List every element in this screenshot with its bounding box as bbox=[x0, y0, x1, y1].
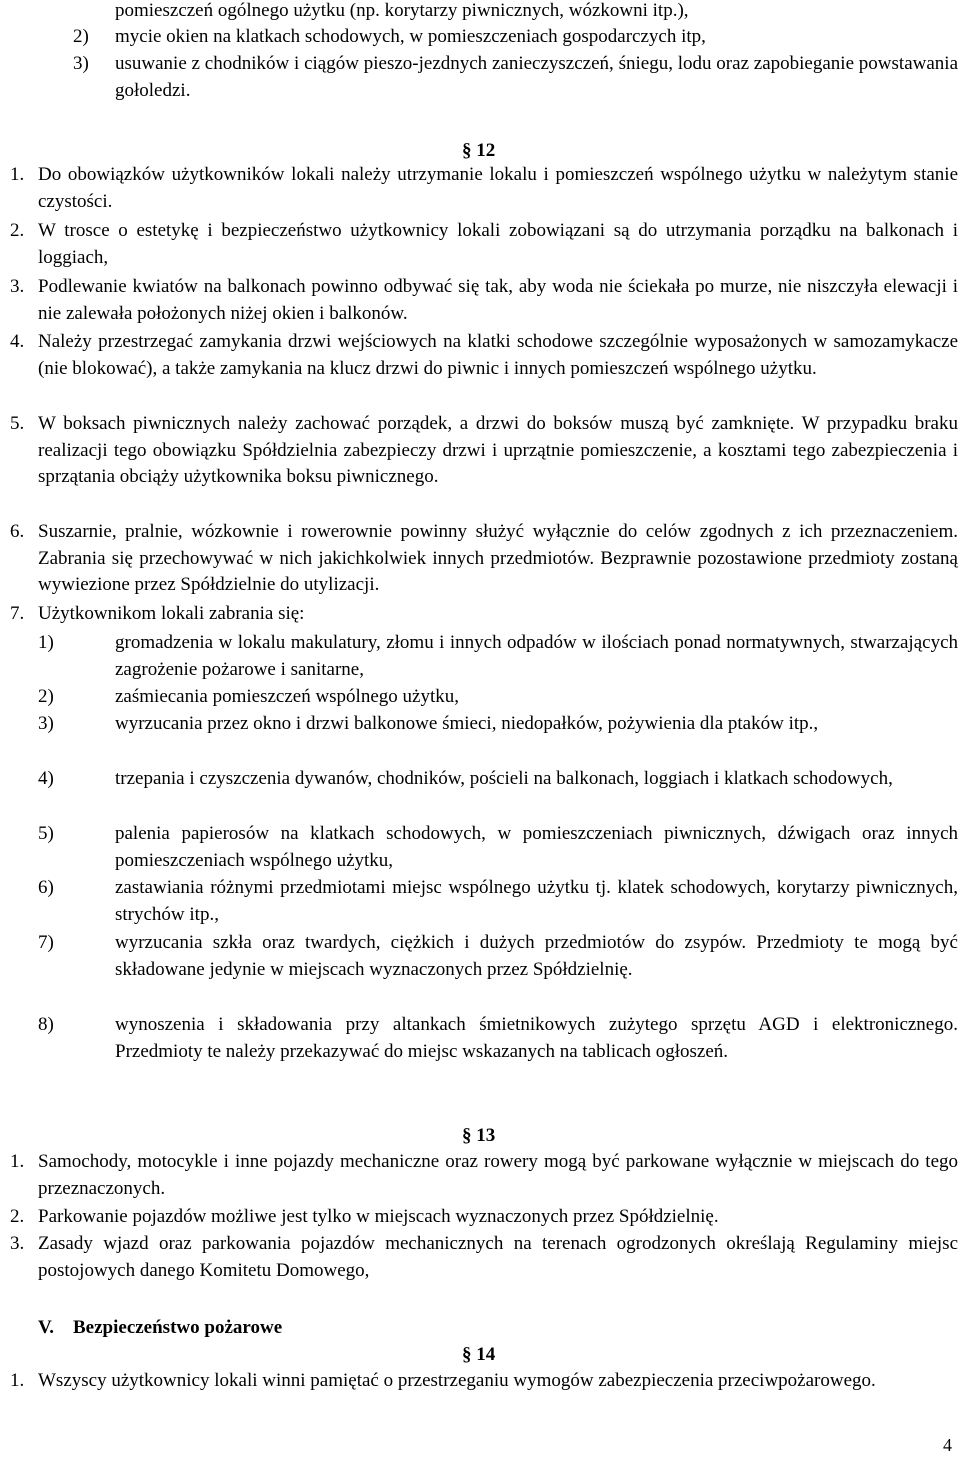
sec12-item-2-number: 2. bbox=[10, 220, 25, 241]
sec12-item-1-text: Do obowiązków użytkowników lokali należy utrzymanie lokalu i pomieszczeń wspólnego użytku w należytym stanie czystości. bbox=[38, 164, 958, 212]
sec13-item-1-number: 1. bbox=[10, 1151, 25, 1172]
sec12-subitem-2-text: zaśmiecania pomieszczeń wspólnego użytku, bbox=[115, 686, 459, 707]
sec12-item-6-text: Suszarnie, pralnie, wózkownie i rowerownie powinny służyć wyłącznie do celów zgodnych z ich przeznaczeniem. Zabrania się przechowywać w nich jakichkolwiek innych przedmiotów. Bezprawnie pozostawione przedmioty zostaną wywiezione przez Spółdzielnie do utylizacji. bbox=[38, 521, 958, 595]
intro-item-2-text: mycie okien na klatkach schodowych, w pomieszczeniach gospodarczych itp, bbox=[115, 26, 706, 47]
sec12-item-5-number: 5. bbox=[10, 413, 25, 434]
sec12-subitem-8-text: wynoszenia i składowania przy altankach śmietnikowych zużytego sprzętu AGD i elektronicznego. Przedmioty te należy przekazywać do miejsc wskazanych na tablicach ogłoszeń. bbox=[115, 1014, 958, 1062]
section-heading-13: § 13 bbox=[462, 1125, 496, 1146]
sec13-item-3-text: Zasady wjazd oraz parkowania pojazdów mechanicznych na terenach ogrodzonych określają Regulaminy miejsc postojowych danego Komitetu Domowego, bbox=[38, 1233, 958, 1281]
sec12-item-6-number: 6. bbox=[10, 521, 25, 542]
sec12-item-1-number: 1. bbox=[10, 164, 25, 185]
sec12-item-2-text: W trosce o estetykę i bezpieczeństwo użytkownicy lokali zobowiązani są do utrzymania porządku na balkonach i loggiach, bbox=[38, 220, 958, 268]
sec12-subitem-2-number: 2) bbox=[38, 686, 54, 707]
section-v-number: V. bbox=[38, 1317, 55, 1338]
sec12-item-7-number: 7. bbox=[10, 603, 25, 624]
sec12-subitem-4-text: trzepania i czyszczenia dywanów, chodników, pościeli na balkonach, loggiach i klatkach schodowych, bbox=[115, 768, 893, 789]
sec12-item-3-text: Podlewanie kwiatów na balkonach powinno odbywać się tak, aby woda nie ściekała po murze, nie niszczyła elewacji i nie zalewała położonych niżej okien i balkonów. bbox=[38, 276, 958, 324]
sec12-item-7-text: Użytkownikom lokali zabrania się: bbox=[38, 603, 305, 624]
sec12-subitem-5-text: palenia papierosów na klatkach schodowych, w pomieszczeniach piwnicznych, dźwigach oraz innych pomieszczeniach wspólnego użytku, bbox=[115, 823, 958, 871]
sec12-subitem-1-text: gromadzenia w lokalu makulatury, złomu i innych odpadów w ilościach ponad normatywnych, stwarzających zagrożenie pożarowe i sanitarne, bbox=[115, 632, 958, 680]
sec12-subitem-4-number: 4) bbox=[38, 768, 54, 789]
sec12-subitem-7-text: wyrzucania szkła oraz twardych, ciężkich i dużych przedmiotów do zsypów. Przedmioty te mogą być składowane jedynie w miejscach wyznaczonych przez Spółdzielnię. bbox=[115, 932, 958, 980]
sec12-subitem-6-text: zastawiania różnymi przedmiotami miejsc wspólnego użytku tj. klatek schodowych, korytarzy piwnicznych, strychów itp., bbox=[115, 877, 958, 925]
sec12-item-3-number: 3. bbox=[10, 276, 25, 297]
sec12-subitem-3-text: wyrzucania przez okno i drzwi balkonowe śmieci, niedopałków, pożywienia dla ptaków itp., bbox=[115, 713, 819, 734]
sec12-subitem-5-number: 5) bbox=[38, 823, 54, 844]
sec12-item-4-number: 4. bbox=[10, 331, 25, 352]
intro-line-1: pomieszczeń ogólnego użytku (np. korytarzy piwnicznych, wózkowni itp.), bbox=[115, 0, 689, 21]
sec14-item-1-text: Wszyscy użytkownicy lokali winni pamiętać o przestrzeganiu wymogów zabezpieczenia przeciwpożarowego. bbox=[38, 1370, 876, 1391]
intro-item-3-text: usuwanie z chodników i ciągów pieszo-jezdnych zanieczyszczeń, śniegu, lodu oraz zapobieganie powstawania gołoledzi. bbox=[115, 53, 958, 101]
sec12-subitem-8-number: 8) bbox=[38, 1014, 54, 1035]
sec13-item-3-number: 3. bbox=[10, 1233, 25, 1254]
sec12-subitem-3-number: 3) bbox=[38, 713, 54, 734]
sec12-subitem-7-number: 7) bbox=[38, 932, 54, 953]
sec13-item-2-number: 2. bbox=[10, 1206, 25, 1227]
sec13-item-2-text: Parkowanie pojazdów możliwe jest tylko w miejscach wyznaczonych przez Spółdzielnię. bbox=[38, 1206, 719, 1227]
sec13-item-1-text: Samochody, motocykle i inne pojazdy mechaniczne oraz rowery mogą być parkowane wyłącznie w miejscach do tego przeznaczonych. bbox=[38, 1151, 958, 1199]
intro-item-3-number: 3) bbox=[73, 53, 89, 74]
sec12-subitem-1-number: 1) bbox=[38, 632, 54, 653]
section-v-title: Bezpieczeństwo pożarowe bbox=[73, 1317, 283, 1338]
intro-item-2-number: 2) bbox=[73, 26, 89, 47]
sec12-subitem-6-number: 6) bbox=[38, 877, 54, 898]
page-number: 4 bbox=[943, 1435, 952, 1455]
sec14-item-1-number: 1. bbox=[10, 1370, 25, 1391]
sec12-item-4-text: Należy przestrzegać zamykania drzwi wejściowych na klatki schodowe szczególnie wyposażonych w samozamykacze (nie blokować), a także zamykania na klucz drzwi do piwnic i innych pomieszczeń wspólnego użytku. bbox=[38, 331, 958, 379]
section-heading-14: § 14 bbox=[462, 1344, 496, 1365]
sec12-item-5-text: W boksach piwnicznych należy zachować porządek, a drzwi do boksów muszą być zamknięte. W przypadku braku realizacji tego obowiązku Spółdzielnia zabezpieczy drzwi i uprzątnie pomieszczenie, a kosztami tego zabezpieczenia i sprzątania obciąży użytkownika boksu piwnicznego. bbox=[38, 413, 958, 487]
section-heading-12: § 12 bbox=[462, 140, 496, 161]
